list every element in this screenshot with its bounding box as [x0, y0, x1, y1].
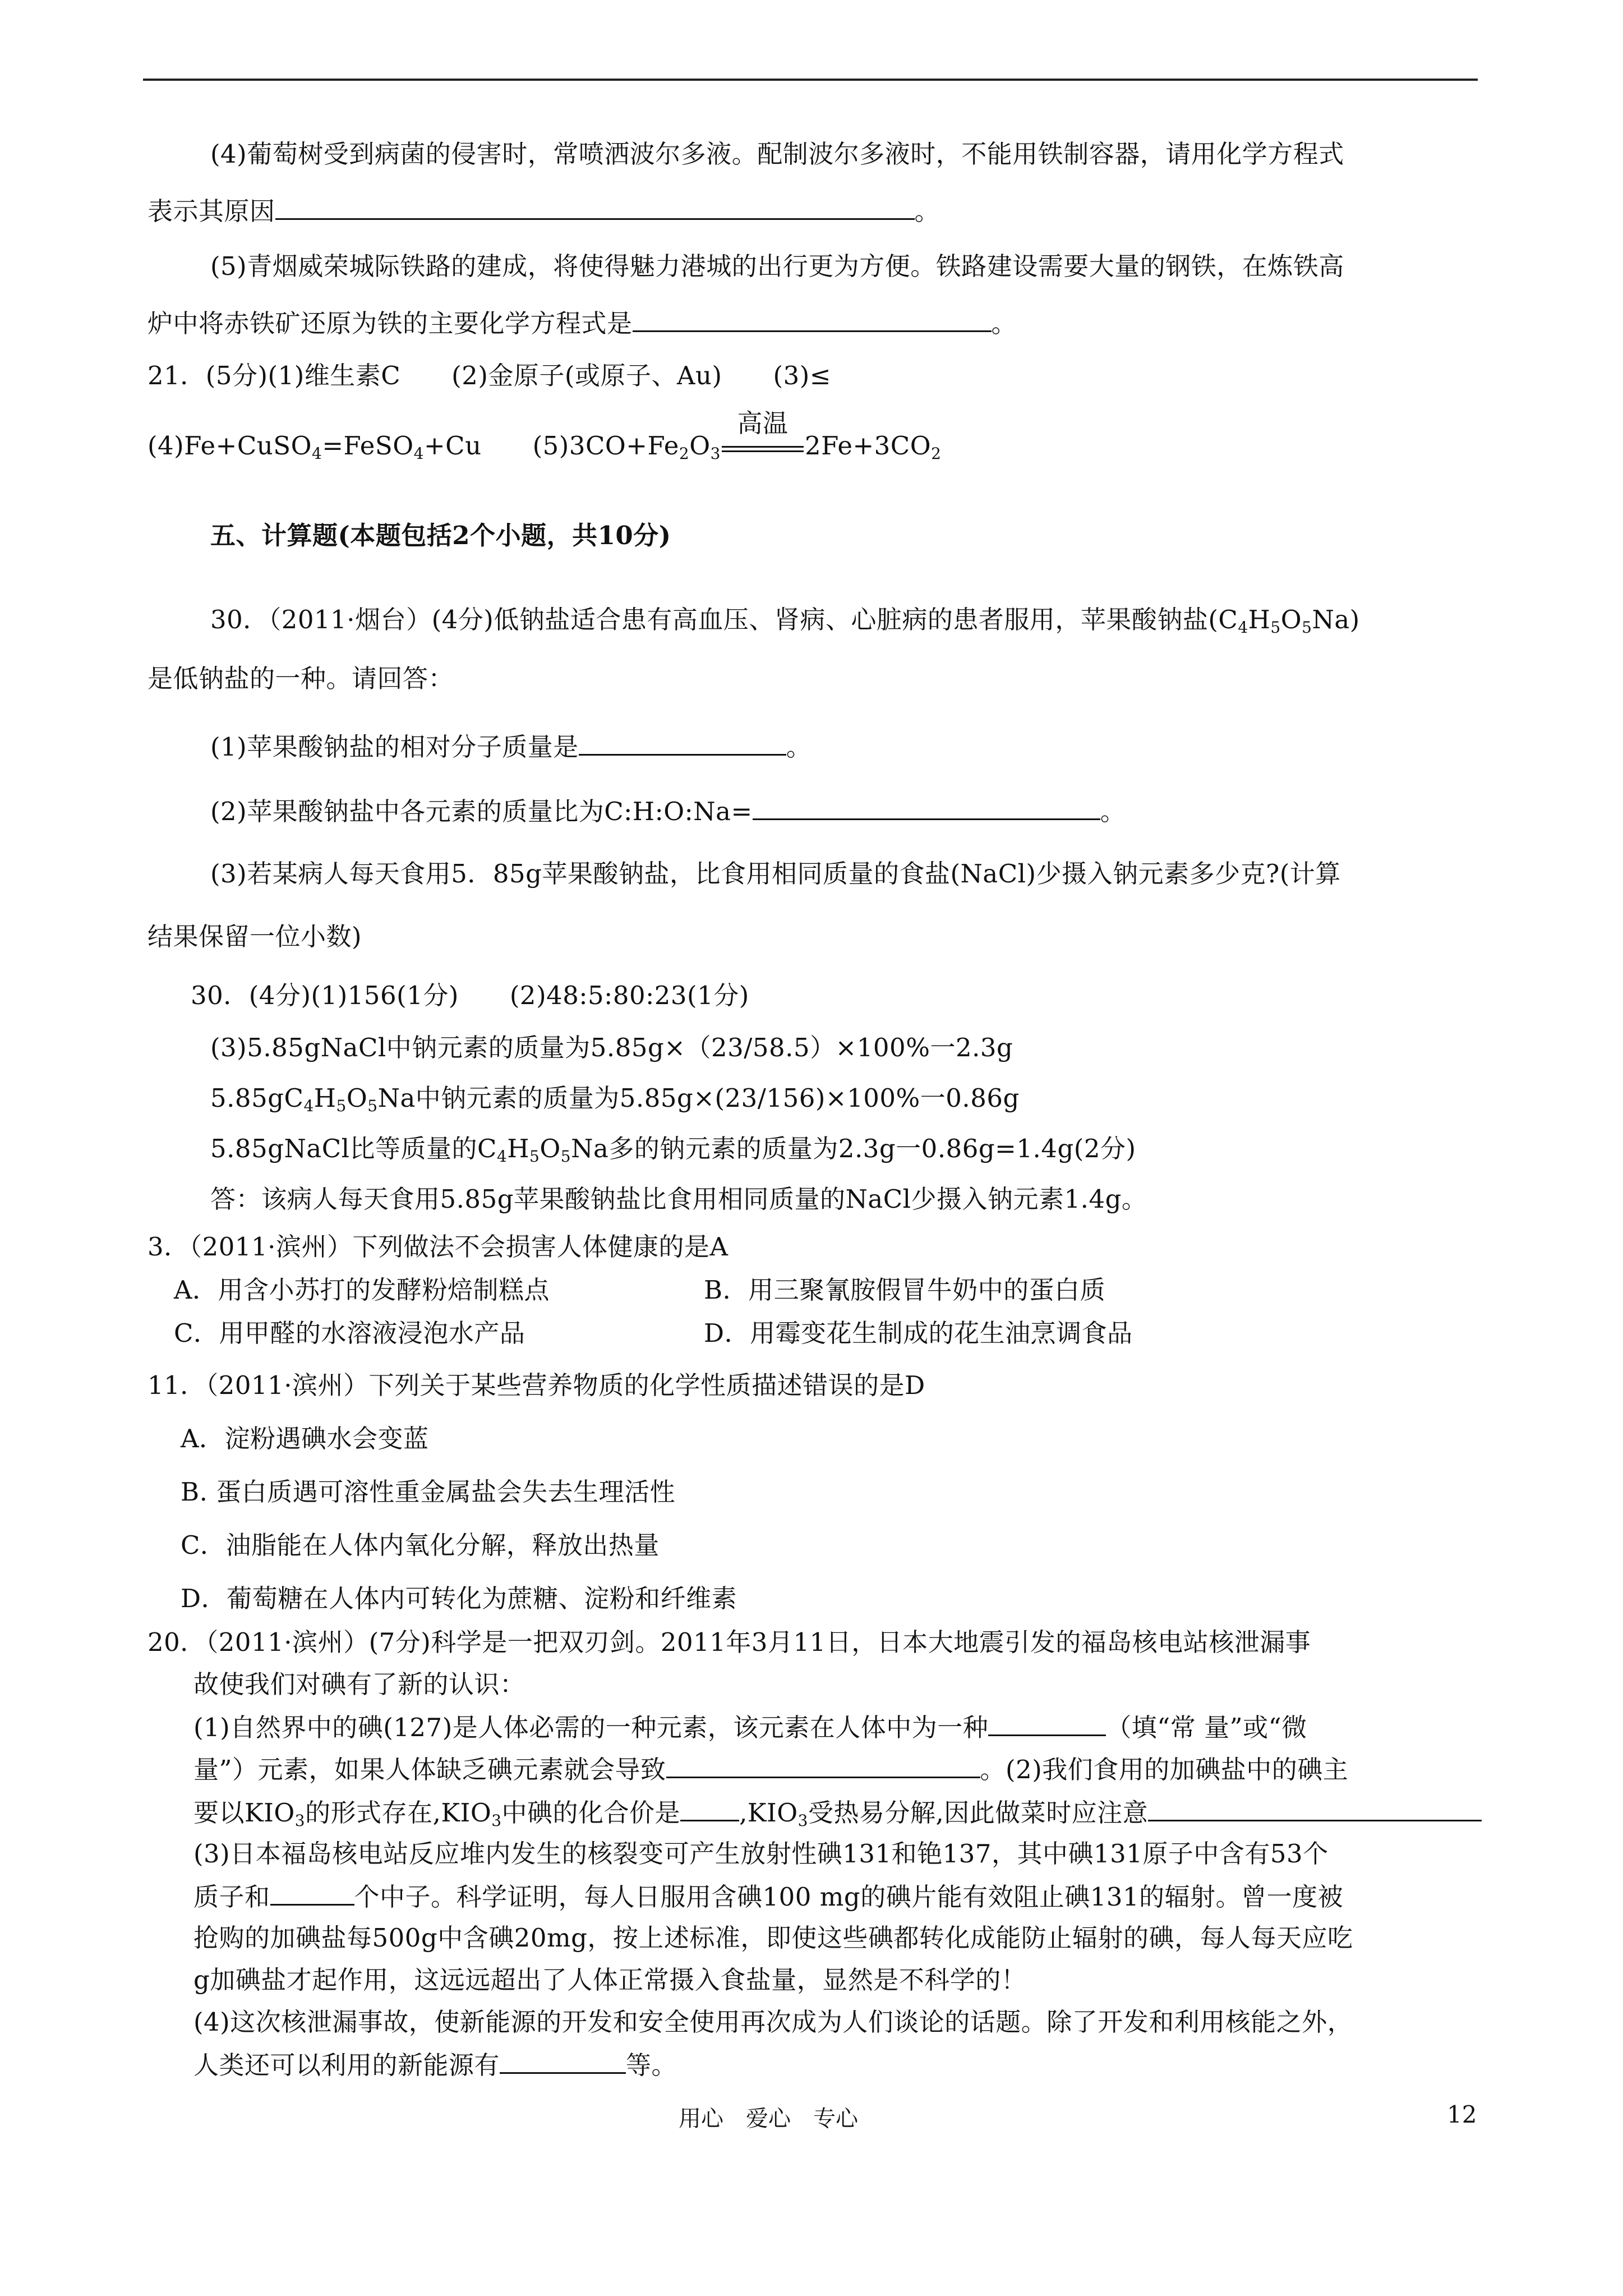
- answer-30-line-3: $5.85gC_4H_5O_5Na$中钠元素的质量为5.85g×(23/156)×100%一0.86g: [210, 1083, 1020, 1115]
- q20-stem-2: 故使我们对碘有了新的认识：: [193, 1669, 525, 1699]
- q11-stem: 11．（2011·滨州）下列关于某些营养物质的化学性质描述错误的是D: [147, 1370, 925, 1400]
- q3-option-d: D．用霉变花生制成的花生油烹调食品: [704, 1318, 1133, 1348]
- answer-blank[interactable]: [500, 2047, 626, 2074]
- q3-option-c: C．用甲醛的水溶液浸泡水产品: [174, 1318, 525, 1348]
- q30-line-2: 是低钠盐的一种。请回答：: [147, 664, 454, 693]
- q20-4-cont: 人类还可以利用的新能源有 等。: [193, 2047, 677, 2082]
- answer-blank[interactable]: [753, 794, 1100, 820]
- q11-option-a: A．淀粉遇碘水会变蓝: [181, 1424, 429, 1453]
- q20-5-line: (5)青烟威荣城际铁路的建成，将使得魅力港城的出行更为方便。铁路建设需要大量的钢铁，在炼铁高: [210, 251, 1344, 281]
- answer-21-line: 21．(5分)(1)维生素C (2)金原子(或原子、Au) (3)≤: [147, 361, 831, 390]
- q20-1: (1)自然界中的碘(127)是人体必需的一种元素，该元素在人体中为一种 （填“常 量”或“微: [193, 1710, 1307, 1745]
- reaction-condition: 高温: [721, 429, 805, 463]
- footer-motto: 用心 爱心 专心: [679, 2106, 858, 2132]
- q3-option-b: B．用三聚氰胺假冒牛奶中的蛋白质: [704, 1275, 1106, 1305]
- q30-3: (3)若某病人每天食用5．85g苹果酸钠盐，比食用相同质量的食盐(NaCl)少摄入钠元素多少克?(计算: [210, 859, 1341, 889]
- q20-stem: 20．（2011·滨州）(7分)科学是一把双刃剑。2011年3月11日，日本大地震引发的福岛核电站核泄漏事: [147, 1627, 1311, 1657]
- answer-blank[interactable]: [988, 1710, 1106, 1736]
- answer-21-equations: (4)Fe+CuSO$_4$=FeSO$_4$+Cu $(5)3CO+Fe_2O_3$ 高温 $2Fe+3CO_2$: [147, 408, 942, 463]
- q30-2: (2)苹果酸钠盐中各元素的质量比为C:H:O:Na= 。: [210, 794, 1126, 829]
- answer-blank[interactable]: [579, 729, 786, 756]
- answer-30-line-5: 答：该病人每天食用5.85g苹果酸钠盐比食用相同质量的NaCl少摄入钠元素1.4g。: [210, 1184, 1147, 1214]
- q20-4-line: (4)葡萄树受到病菌的侵害时，常喷洒波尔多液。配制波尔多液时，不能用铁制容器，请用化学方程式: [210, 139, 1344, 169]
- q11-option-d: D．葡萄糖在人体内可转化为蔗糖、淀粉和纤维素: [181, 1584, 737, 1613]
- answer-blank[interactable]: [1148, 1795, 1482, 1821]
- q20-4: (4)这次核泄漏事故，使新能源的开发和安全使用再次成为人们谈论的话题。除了开发和利用核能之外，: [193, 2007, 1353, 2037]
- q11-option-c: C．油脂能在人体内氧化分解，释放出热量: [181, 1530, 660, 1560]
- q30-1: (1)苹果酸钠盐的相对分子质量是 。: [210, 729, 811, 764]
- q3-option-a: A．用含小苏打的发酵粉焙制糕点: [174, 1275, 550, 1305]
- answer-blank[interactable]: [270, 1879, 354, 1906]
- q20-5-answer-line: 炉中将赤铁矿还原为铁的主要化学方程式是 。: [147, 306, 1017, 341]
- q20-3-cont-3: g加碘盐才起作用，这远远超出了人体正常摄入食盐量，显然是不科学的！: [193, 1965, 1027, 1995]
- q30-3-cont: 结果保留一位小数): [147, 922, 362, 951]
- answer-blank[interactable]: [275, 194, 915, 220]
- answer-30-line-4: 5.85gNaCl比等质量的$C_4H_5O_5Na$多的钠元素的质量为2.3g一0.86g=1.4g(2分): [210, 1134, 1136, 1166]
- q20-3-cont: 质子和 个中子。科学证明，每人日服用含碘100 mg的碘片能有效阻止碘131的辐射。曾一度被: [193, 1879, 1343, 1914]
- answer-30-line-2: (3)5.85gNaCl中钠元素的质量为5.85g×（23/58.5）×100%一2.3g: [210, 1033, 1013, 1062]
- q20-3-cont-2: 抢购的加碘盐每500g中含碘20mg，按上述标准，即使这些碘都转化成能防止辐射的碘，每人每天应吃: [193, 1923, 1353, 1953]
- answer-blank[interactable]: [633, 306, 992, 332]
- q11-option-b: B. 蛋白质遇可溶性重金属盐会失去生理活性: [181, 1477, 676, 1507]
- header-rule: [143, 79, 1478, 81]
- q3-stem: 3．（2011·滨州）下列做法不会损害人体健康的是A: [147, 1232, 728, 1262]
- q20-2: 要以$KIO_3$的形式存在$,KIO_3$中碘的化合价是 $,KIO_3$受热易分解,因此做菜时应注意: [193, 1795, 1482, 1830]
- q20-3: (3)日本福岛核电站反应堆内发生的核裂变可产生放射性碘131和铯137，其中碘131原子中含有53个: [193, 1839, 1329, 1869]
- answer-blank[interactable]: [680, 1795, 739, 1821]
- q30-line: 30．（2011·烟台）(4分)低钠盐适合患有高血压、肾病、心脏病的患者服用，苹果酸钠盐$(C_4H_5O_5Na)$: [210, 605, 1360, 637]
- page-number: 12: [1447, 2101, 1477, 2128]
- q20-1-cont: 量”）元素，如果人体缺乏碘元素就会导致 。(2)我们食用的加碘盐中的碘主: [193, 1752, 1348, 1787]
- q20-4-answer-line: 表示其原因 。: [147, 194, 940, 228]
- answer-blank[interactable]: [666, 1752, 980, 1778]
- answer-30-line-1: 30．(4分)(1)156(1分) (2)48:5:80:23(1分): [191, 981, 749, 1010]
- section-title: 五、计算题(本题包括2个小题，共10分): [210, 521, 671, 550]
